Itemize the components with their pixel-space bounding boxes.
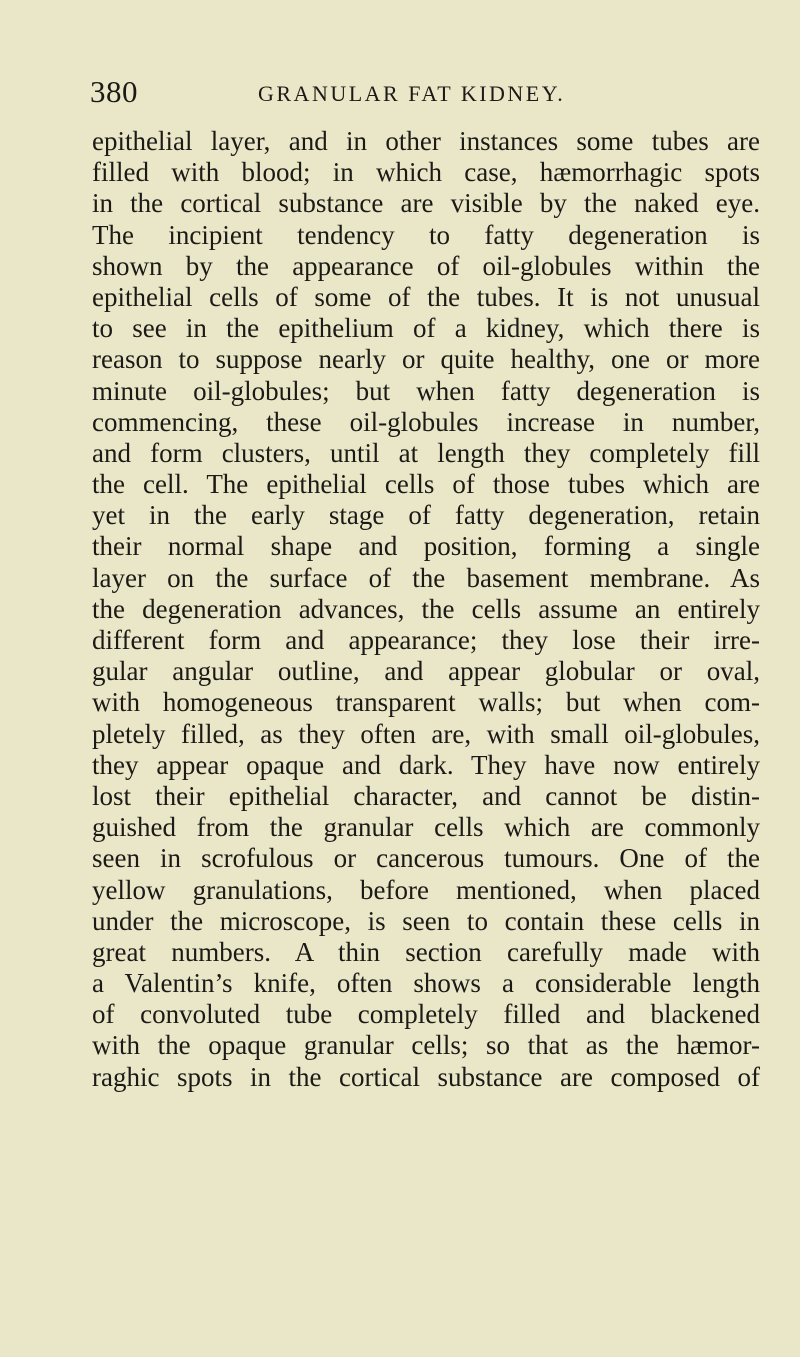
text-line: filled with blood; in which case, hæmorrhagic spots (92, 157, 760, 188)
text-line: under the microscope, is seen to contain these cells in (92, 905, 760, 936)
text-line: gular angular outline, and appear globular or oval, (92, 656, 760, 687)
text-line: a Valentin’s knife, often shows a considerable length (92, 968, 760, 999)
text-line: great numbers. A thin section carefully made with (92, 936, 760, 967)
text-line: commencing, these oil-globules increase in number, (92, 406, 760, 437)
text-line: minute oil-globules; but when fatty degeneration is (92, 375, 760, 406)
text-line: lost their epithelial character, and cannot be distin- (92, 780, 760, 811)
text-line: of convoluted tube completely filled and blackened (92, 999, 760, 1030)
text-line: seen in scrofulous or cancerous tumours. One of the (92, 843, 760, 874)
text-line: with the opaque granular cells; so that as the hæmor- (92, 1030, 760, 1061)
text-line: pletely filled, as they often are, with small oil-globules, (92, 718, 760, 749)
text-line: epithelial cells of some of the tubes. It is not unusual (92, 281, 760, 312)
text-line: shown by the appearance of oil-globules within the (92, 250, 760, 281)
body-text (92, 126, 760, 1093)
page-header (90, 74, 740, 114)
page-number: 380 (90, 74, 138, 109)
text-line: guished from the granular cells which are commonly (92, 812, 760, 843)
text-line: and form clusters, until at length they completely fill (92, 437, 760, 468)
text-line: with homogeneous transparent walls; but when com- (92, 687, 760, 718)
text-line: different form and appearance; they lose their irre- (92, 625, 760, 655)
text-line: yellow granulations, before mentioned, when placed (92, 874, 760, 905)
text-line: in the cortical substance are visible by the naked eye. (92, 188, 760, 219)
text-line: they appear opaque and dark. They have now entirely (92, 749, 760, 780)
running-head: GRANULAR FAT KIDNEY. (258, 81, 566, 106)
text-line: to see in the epithelium of a kidney, which there is (92, 313, 760, 344)
text-line: yet in the early stage of fatty degeneration, retain (92, 500, 760, 531)
text-line: the degeneration advances, the cells assume an entirely (92, 593, 760, 624)
text-line: layer on the surface of the basement membrane. As (92, 562, 760, 593)
text-line: epithelial layer, and in other instances some tubes are (92, 126, 760, 156)
text-line: raghic spots in the cortical substance are composed of (92, 1061, 760, 1092)
text-line: The incipient tendency to fatty degeneration is (92, 219, 760, 250)
text-line: reason to suppose nearly or quite healthy, one or more (92, 344, 760, 375)
text-line: the cell. The epithelial cells of those tubes which are (92, 469, 760, 500)
text-line: their normal shape and position, forming a single (92, 531, 760, 562)
